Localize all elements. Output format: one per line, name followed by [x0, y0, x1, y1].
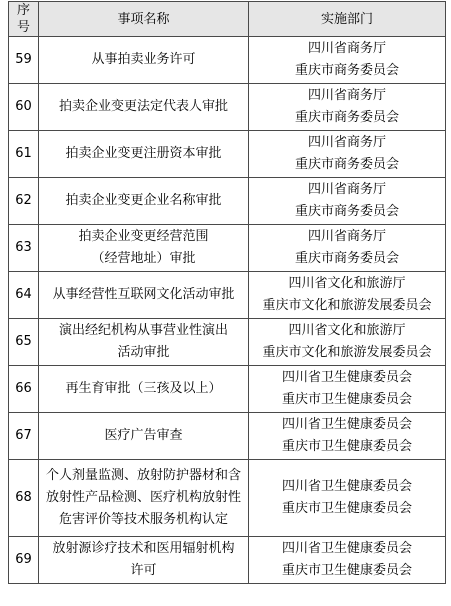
item-name-cell [39, 225, 249, 272]
department-line: 重庆市卫生健康委员会 [281, 563, 412, 578]
department-line: 四川省商务厅 [307, 41, 386, 56]
row-number-cell: 69 [9, 537, 39, 584]
item-name-cell [39, 366, 249, 413]
department-line: 四川省文化和旅游厅 [288, 276, 406, 291]
row-number-cell: 63 [9, 225, 39, 272]
department-line: 四川省商务厅 [307, 135, 386, 150]
row-number-cell: 67 [9, 413, 39, 460]
header-no-cell [9, 2, 39, 37]
department-cell [249, 460, 446, 537]
department-line: 四川省文化和旅游厅 [288, 323, 406, 338]
item-name-line: 个人剂量监测、放射防护器材和含 [45, 468, 241, 483]
department-cell [249, 272, 446, 319]
department-cell [249, 131, 446, 178]
item-name-line: 危害评价等技术服务机构认定 [58, 512, 228, 527]
item-name-cell [39, 84, 249, 131]
table-row [9, 178, 446, 225]
item-name-line: 从事拍卖业务许可 [91, 52, 196, 67]
item-name-line: 再生育审批（三孩及以上） [65, 381, 222, 396]
item-name-line: 拍卖企业变更法定代表人审批 [58, 99, 228, 114]
department-line: 重庆市商务委员会 [294, 63, 399, 78]
item-name-line: 活动审批 [117, 345, 170, 360]
department-line: 四川省卫生健康委员会 [281, 370, 412, 385]
item-name-line: 拍卖企业变更注册资本审批 [65, 146, 222, 161]
item-name-line: 放射性产品检测、医疗机构放射性 [45, 490, 241, 505]
department-line: 四川省卫生健康委员会 [281, 417, 412, 432]
table-row [9, 84, 446, 131]
department-line: 四川省卫生健康委员会 [281, 479, 412, 494]
row-number-cell: 59 [9, 37, 39, 84]
table-row [9, 37, 446, 84]
department-line: 四川省卫生健康委员会 [281, 541, 412, 556]
item-name-cell [39, 319, 249, 366]
table-row [9, 413, 446, 460]
row-number-cell: 65 [9, 319, 39, 366]
row-number-cell: 66 [9, 366, 39, 413]
item-name-line: 医疗广告审查 [104, 428, 183, 443]
item-name-line: 演出经纪机构从事营业性演出 [58, 323, 228, 338]
department-line: 重庆市卫生健康委员会 [281, 439, 412, 454]
item-name-cell [39, 460, 249, 537]
row-number-cell: 61 [9, 131, 39, 178]
header-no-line1: 序 [16, 3, 30, 18]
item-name-cell [39, 272, 249, 319]
item-name-line: 从事经营性互联网文化活动审批 [52, 287, 235, 302]
table-row [9, 460, 446, 537]
row-number-cell: 64 [9, 272, 39, 319]
table-row [9, 366, 446, 413]
table-row [9, 537, 446, 584]
department-cell [249, 366, 446, 413]
department-cell [249, 178, 446, 225]
department-cell [249, 537, 446, 584]
item-name-cell [39, 178, 249, 225]
department-line: 重庆市卫生健康委员会 [281, 501, 412, 516]
table-row [9, 131, 446, 178]
department-cell [249, 84, 446, 131]
row-number-cell: 68 [9, 460, 39, 537]
table-body [9, 2, 446, 584]
department-line: 四川省商务厅 [307, 229, 386, 244]
item-name-cell [39, 537, 249, 584]
department-line: 四川省商务厅 [307, 88, 386, 103]
header-no-line2: 号 [16, 20, 30, 35]
item-name-line: 拍卖企业变更经营范围 [78, 229, 209, 244]
department-line: 重庆市文化和旅游发展委员会 [262, 298, 432, 313]
header-dept-cell: 实施部门 [249, 2, 446, 37]
items-table [8, 1, 446, 584]
item-name-line: 拍卖企业变更企业名称审批 [65, 193, 222, 208]
department-cell [249, 413, 446, 460]
item-name-cell [39, 37, 249, 84]
department-cell [249, 319, 446, 366]
department-cell [249, 225, 446, 272]
department-cell [249, 37, 446, 84]
table-row [9, 319, 446, 366]
item-name-line: （经营地址）审批 [91, 251, 196, 266]
item-name-line: 许可 [130, 563, 157, 578]
table-row [9, 272, 446, 319]
table-header-row [9, 2, 446, 37]
department-line: 重庆市商务委员会 [294, 110, 399, 125]
department-line: 重庆市卫生健康委员会 [281, 392, 412, 407]
item-name-line: 放射源诊疗技术和医用辐射机构 [52, 541, 235, 556]
row-number-cell: 62 [9, 178, 39, 225]
item-name-cell [39, 413, 249, 460]
item-name-cell [39, 131, 249, 178]
department-line: 重庆市文化和旅游发展委员会 [262, 345, 432, 360]
table-row [9, 225, 446, 272]
department-line: 重庆市商务委员会 [294, 204, 399, 219]
department-line: 四川省商务厅 [307, 182, 386, 197]
header-item-cell: 事项名称 [39, 2, 249, 37]
row-number-cell: 60 [9, 84, 39, 131]
department-line: 重庆市商务委员会 [294, 251, 399, 266]
department-line: 重庆市商务委员会 [294, 157, 399, 172]
